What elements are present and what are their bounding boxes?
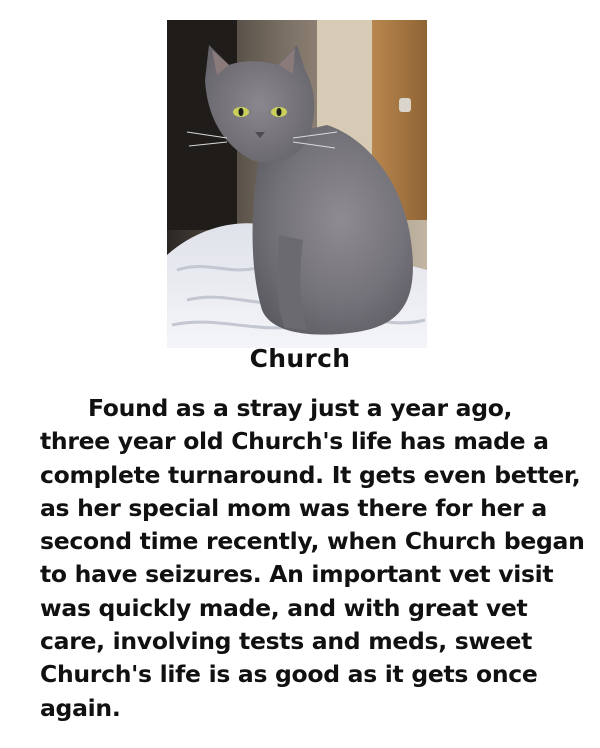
- story-line: Found as a stray just a year ago,: [88, 394, 513, 422]
- story-line: was quickly made, and with great vet: [40, 593, 528, 622]
- story-line: three year old Church's life has made a: [40, 427, 549, 456]
- story-line: again.: [40, 693, 121, 722]
- story-line: as her special mom was there for her a: [40, 493, 547, 522]
- cat-photo-illustration: [167, 20, 427, 348]
- pet-name: Church: [249, 344, 351, 373]
- story-paragraph: [40, 392, 585, 725]
- story-line: complete turnaround. It gets even better,: [40, 460, 581, 489]
- cat-photo: [167, 20, 427, 348]
- story-line: to have seizures. An important vet visit: [40, 560, 554, 589]
- story-line: Church's life is as good as it gets once: [40, 660, 538, 689]
- story-line: care, involving tests and meds, sweet: [40, 627, 533, 656]
- story-line: second time recently, when Church began: [40, 527, 585, 556]
